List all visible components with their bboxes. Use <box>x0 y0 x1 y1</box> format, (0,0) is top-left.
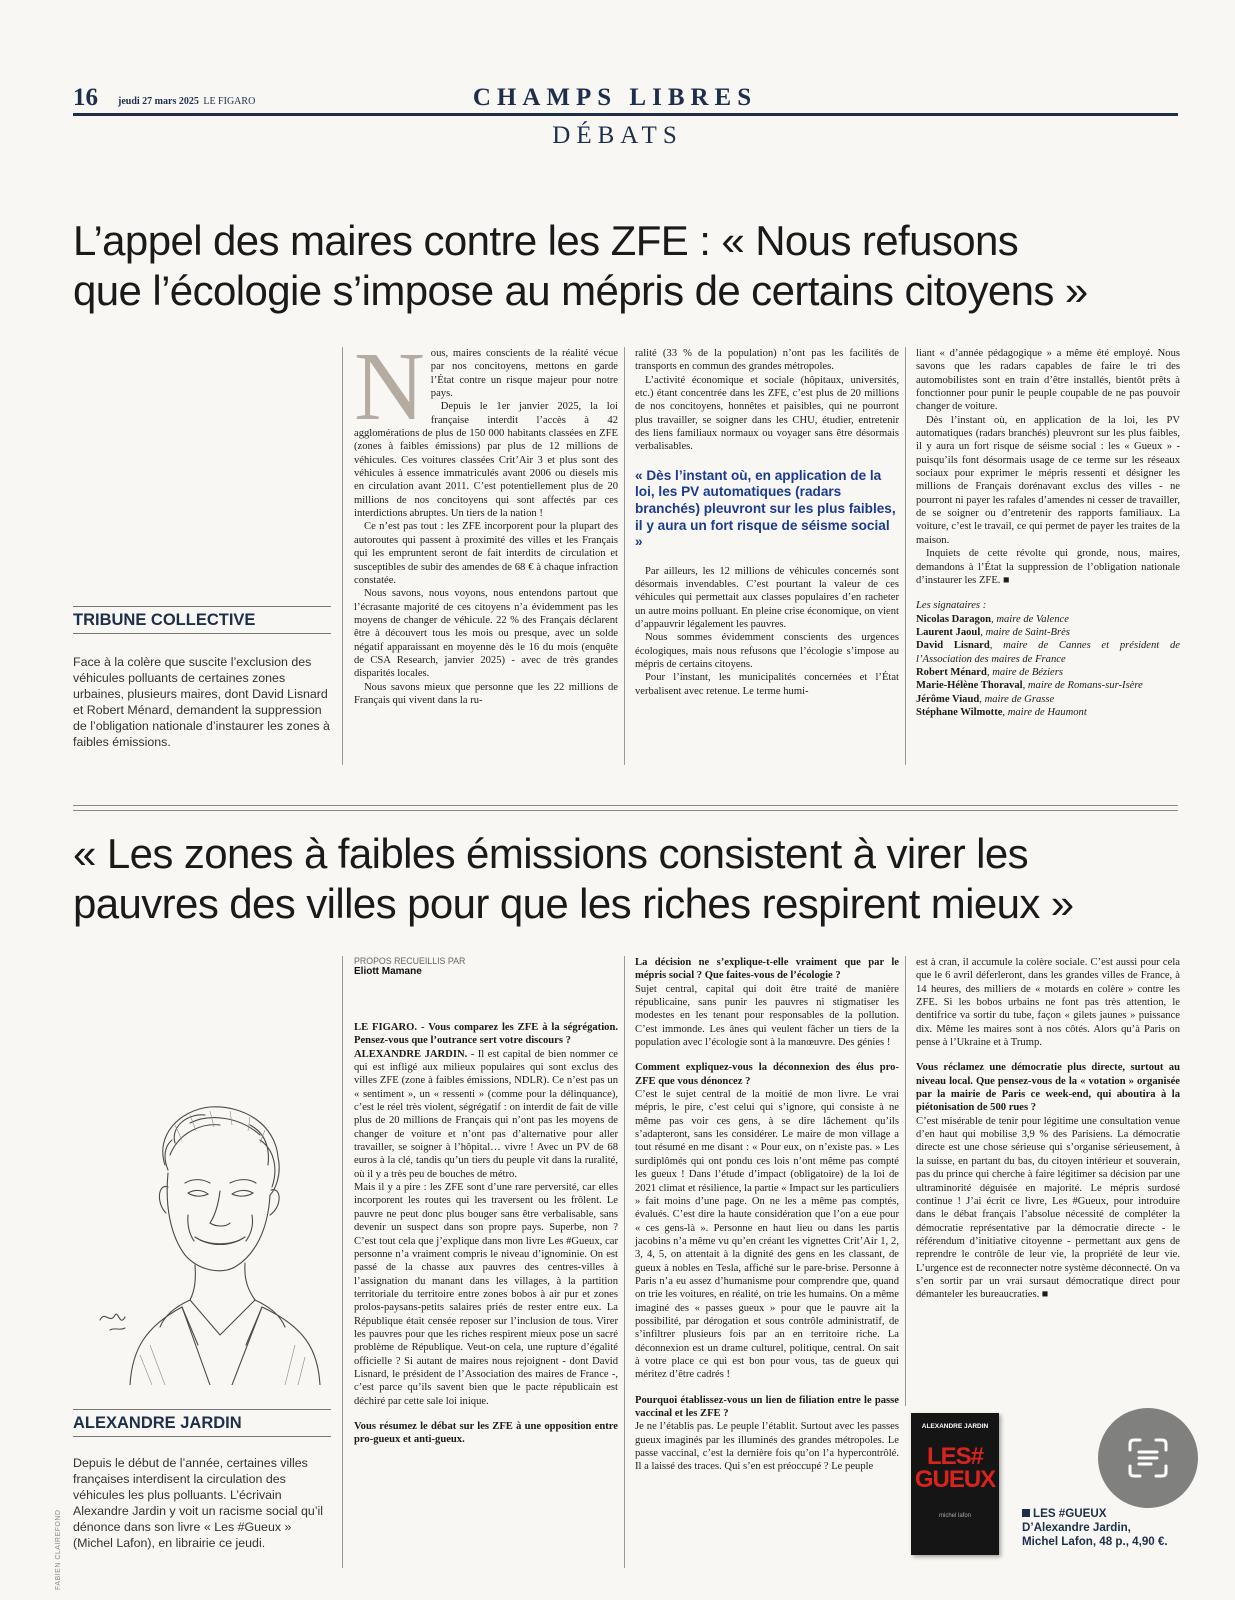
article2-column-2 <box>635 956 899 1474</box>
book-cover-publisher: michel lafon <box>938 1513 971 1519</box>
signatory <box>916 679 1180 692</box>
section-rubric: CHAMPS LIBRES <box>472 84 758 111</box>
signatory-name: Jérôme Viaud <box>916 693 980 705</box>
column-rule <box>905 347 906 765</box>
column-rule <box>905 956 906 1406</box>
article1-paragraph: Nous sommes évidemment conscients des urgences écologiques, mais nous refusons que l’écologie s’impose au mépris de certains citoyens. <box>635 632 899 671</box>
column-rule <box>624 956 625 1568</box>
photo-credit: FABIEN CLAIREFOND <box>55 1509 62 1590</box>
column-rule <box>342 956 343 1568</box>
issue-date-text: jeudi 27 mars 2025 <box>118 96 199 107</box>
article1-intro: Face à la colère que suscite l’exclusion des véhicules polluants de certaines zones urbaines, plusieurs maires, dont David Lisnard et Robert Ménard, demandent la suppression de l’obligation nationale d’instaurer les zones à faibles émissions. <box>73 655 330 749</box>
interview-answer: Sujet central, capital qui doit être traité de manière républicaine, sans punir les pauvres ni stigmatiser les modestes en les tenant pour responsables de la pollution. C’est immonde. Les ânes qui veulent fâcher un tiers de la population avec l’écologie sont à la manœuvre. Des génies ! <box>635 983 899 1049</box>
article1-dropcap: N <box>354 333 425 441</box>
article1-paragraph: Dès l’instant où, en application de la loi, les PV automatiques (radars branchés) pleuvront sur les plus faibles, il y aura un fort risque de séisme social : les « Gueux » - puisqu’ils font désormais usage de ce terme sur les réseaux sociaux pour exprimer le mépris ressenti et désigner les millions de Français dorénavant exclus des villes - ne pourront ni payer les rafales d’amendes ni cesser de travailler, de se soigner ou d’entretenir des rapports familiaux. La voiture, c’est le travail, ce qui permet de payer les traites de la maison. <box>916 414 1180 546</box>
section-subrubric: DÉBATS <box>552 122 683 149</box>
interview-question: La décision ne s’explique-t-elle vraiment que par le mépris social ? Que faites-vous de l’écologie ? <box>635 957 899 982</box>
article2-headline-line1: « Les zones à faibles émissions consistent à virer les <box>73 830 1029 877</box>
article1-headline-line1: L’appel des maires contre les ZFE : « Nous refusons <box>73 217 1019 264</box>
signatory-name: Nicolas Daragon <box>916 613 992 625</box>
bullet-square-icon <box>1022 1509 1030 1517</box>
column-rule <box>342 347 343 765</box>
interview-answer: Je ne l’établis pas. Le peuple l’établit. Surtout avec les passes gueux imaginés par les illuminés des grandes métropoles. Le passe vaccinal, c’est la dernière fois qu’on l’a hypercontrôlé. Il a laissé des traces. Qui s’en est préoccupé ? Le peuple <box>635 1421 899 1473</box>
article1-paragraph: Inquiets de cette révolte qui gronde, nous, maires, demandons à l’État la suppression de l’obligation nationale d’instaurer les ZFE. ■ <box>916 548 1180 586</box>
article1-headline-line2: que l’écologie s’impose au mépris de certains citoyens » <box>73 267 1088 314</box>
scan-text-button[interactable] <box>1098 1408 1198 1508</box>
signatory <box>916 626 1180 639</box>
interview-question: Vous réclamez une démocratie plus directe, surtout au niveau local. Que pensez-vous de la « votation » organisée par la mairie de Paris ce week-end, qui aboutira à la piétonisation de 500 rues ? <box>916 1062 1180 1114</box>
interview-credit-label: PROPOS RECUEILLIS PAR <box>354 956 466 966</box>
signatory <box>916 613 1180 626</box>
article1-paragraph: Nous savons, nous voyons, nous entendons partout que l’écrasante majorité de ces citoyens n’a évidemment pas les moyens de changer de véhicule. 22 % des Français déclarent être à découvert tous les mois ou presque, avec un solde négatif apparaissant en moyenne dès le 16 du mois (enquête de CSA Research, janvier 2025) - avec de très grandes disparités locales. <box>354 588 618 680</box>
article2-label: ALEXANDRE JARDIN <box>73 1409 331 1437</box>
article1-column-1 <box>354 333 618 707</box>
interview-answer <box>354 1048 618 1181</box>
signatory-name: Stéphane Wilmotte <box>916 706 1003 718</box>
interview-answer: C’est le sujet central de la moitié de mon livre. Le vrai mépris, le pire, c’est celui qui s’ignore, qui consiste à ne même pas voir ces gens, à se dire lâchement qu’ils s’adapteront, sans les considérer. Le maire de mon village a tout résumé en me disant : « Pour eux, on n’existe pas. » Les surdiplômés qui ont pondu ces lois n’ont même pas compté les gueux ! Dans l’étude d’impact (obligatoire) de la loi de 2021 climat et résilience, la partie « Impact sur les particuliers » fait moins d’une page. On ne les a même pas comptés, évalués. C’est dire la haute considération que l’on a eue pour « ces gens-là ». Personne en haut lieu ou dans les partis jacobins n’a même vu qu’en créant les vignettes Crit’Air 1, 2, 3, 4, 5, on attentait à la dignité des gens en les classant, de gueux à nobles en Tesla, affiché sur le pare-brise. Personne à Paris n’a eu assez d’humanisme pour comprendre que, quand on trie les voitures, en réalité, on trie les humains. On a même imaginé des « passes gueux » pour que le pauvre ait la possibilité, par dérogation et sous contrôle administratif, de s’infiltrer plusieurs fois par an en territoire riche. La déconnexion est un drame culturel, politique, central. On sait à votre place ce qui est bon pour vous, tas de gueux qui méritez d’être cadrés ! <box>635 1089 899 1381</box>
signatory-role: , maire de Haumont <box>1002 706 1087 718</box>
article1-paragraph: Ce n’est pas tout : les ZFE incorporent pour la plupart des autoroutes qui passent à proximité des villes et les Français qui les empruntent seront de fait interdits de circulation et susceptibles de subir des amendes de 68 € à chaque infraction constatée. <box>354 521 618 586</box>
signatory-name: Marie-Hélène Thoraval <box>916 680 1023 692</box>
article1-paragraph: Nous savons mieux que personne que les 22 millions de Français qui vivent dans la ru- <box>354 681 618 706</box>
book-cover-title <box>911 1445 999 1491</box>
interview-answer: C’est misérable de tenir pour légitime une consultation venue d’en haut qui mobilise 3,9 % des Parisiens. La démocratie directe est une chose sérieuse qui s’organise sérieusement, à la suisse, en partant du bas, du citoyen intérieur et souverain, pas du prince qui cherche à faire légitimer sa décision par une ultraminorité déguisée en majorité. Le mépris surdosé continue ! J’ai écrit ce livre, Les #Gueux, pour introduire dans le débat français l’absolue nécessité de compléter la démocratie représentative par la démocratie directe - le référendum d’initiative citoyenne - permettant aux gens de reprendre le contrôle de leur vie, la propriété de leur vie. L’urgence est de reconnecter notre système déconnecté. On va s’en sortir par un vrai sursaut démocratique direct pour démanteler les bureaucraties. ■ <box>916 1115 1180 1301</box>
signatory <box>916 666 1180 679</box>
interview-answer: Mais il y a pire : les ZFE sont d’une rare perversité, car elles incorporent les routes qui les traversent ou les frôlent. Le pauvre ne peut donc plus bouger sans être verbalisable, sans devenir un suspect dans son propre pays. Superbe, non ? C’est tout cela que j’explique dans mon livre Les #Gueux, car personne n’a vraiment compris le niveau d’ignominie. On est passé de la chasse aux pauvres des centres-villes à l’assignation du manant dans les villages, à la partition territoriale du territoire entre zones bobos à air pur et zones prolos-paysans-petits salaires priés de rester entre eux. La République était censée reposer sur l’inclusion de tous. Virer les pauvres pour que les riches respirent mieux pose un sacré problème de République. Veut-on cela, une rupture d’égalité officielle ? Si autant de maires nous rejoignent - dont David Lisnard, le président de l’Association des maires de France -, c’est parce qu’ils savent bien que le pacte républicain est déchiré par cette sale loi inique. <box>354 1182 618 1407</box>
signatory-role: , maire de Romans-sur-Isère <box>1022 680 1143 692</box>
article1-paragraph: Depuis le 1er janvier 2025, la loi française interdit l’accès à 42 agglomérations de plus de 150 000 habitants classées en ZFE (zones à faibles émissions) par plus de 12 millions de véhicules. Ces voitures classées Crit’Air 3 et plus sont des véhicules à essence immatriculés avant 2006 ou diesels mis en circulation avant 2011. C’est potentiellement plus de 20 millions de nos concitoyens qui sont affectés par ces interdictions abruptes. Un tiers de la nation ! <box>354 401 618 520</box>
article1-paragraph: Pour l’instant, les municipalités concernées et l’État verbalisent avec retenue. Le terme humi- <box>635 672 899 697</box>
article2-column-1 <box>354 956 618 1447</box>
book-cover <box>911 1413 999 1555</box>
interview-question: Comment expliquez-vous la déconnexion des élus pro-ZFE que vous dénoncez ? <box>635 1062 899 1087</box>
book-caption <box>1022 1507 1182 1549</box>
interview-credit-name: Eliott Mamane <box>354 966 422 977</box>
signatory-role: , maire de Béziers <box>986 666 1064 678</box>
signatory-role: , maire de Valence <box>991 613 1069 625</box>
article2-headline-line2: pauvres des villes pour que les riches respirent mieux » <box>73 880 1074 927</box>
signatory <box>916 693 1180 706</box>
article1-headline <box>73 216 1183 316</box>
issue-date <box>118 96 255 107</box>
signatory-name: Robert Ménard <box>916 666 987 678</box>
signatory <box>916 639 1180 666</box>
article1-column-2 <box>635 347 899 698</box>
article1-paragraph: ralité (33 % de la population) n’ont pas les facilités de transports en commun des grandes métropoles. <box>635 348 899 373</box>
article1-paragraph: Par ailleurs, les 12 millions de véhicules concernés sont désormais invendables. C’est pourtant la valeur de ces véhicules qui permettait aux classes populaires d’en racheter un autre moins polluant. En pleine crise économique, on vient d’appauvrir légalement les pauvres. <box>635 565 899 631</box>
interview-question: Pourquoi établissez-vous un lien de filiation entre le passe vaccinal et les ZFE ? <box>635 1394 899 1419</box>
book-cover-title-line2: GUEUX <box>914 1466 996 1493</box>
article1-paragraph: ous, maires conscients de la réalité vécue par nos concitoyens, mettons en garde l’État contre un risque majeur pour notre pays. <box>430 348 618 400</box>
book-cover-author: ALEXANDRE JARDIN <box>921 1423 989 1430</box>
article2-intro: Depuis le début de l’année, certaines villes françaises interdisent la circulation des véhicules les plus polluants. L’écrivain Alexandre Jardin y voit un racisme social qu’il dénonce dans son livre « Les #Gueux » (Michel Lafon), en librairie ce jeudi. <box>73 1456 323 1550</box>
interview-answer: est à cran, il accumule la colère sociale. C’est aussi pour cela que le 6 avril déferleront, dans les grandes villes de France, à 14 heures, des milliers de « motards en colère » contre les ZFE. Si les bobos urbains ne font pas très attention, le dentifrice va sortir du tube, façon « gilets jaunes » puissance dix. Même les maires sont à nos côtés. Alors qu’à Paris on pense à l’Ukraine et à Trump. <box>916 957 1180 1049</box>
column-rule <box>624 347 625 765</box>
book-caption-author: D’Alexandre Jardin, <box>1022 1521 1131 1534</box>
page-number: 16 <box>73 84 98 111</box>
signatory-role: , maire de Grasse <box>979 693 1055 705</box>
article1-paragraph: liant « d’année pédagogique » a même été employé. Nous savons que les radars capables de faire le tri des automobilistes sont en train d’être installés, bientôt prêts à fonctionner pour punir le peuple coupable de ne pas pouvoir changer de voiture. <box>916 348 1180 413</box>
book-caption-title: LES #GUEUX <box>1033 1507 1107 1520</box>
portrait-illustration <box>70 1095 338 1385</box>
article1-label: TRIBUNE COLLECTIVE <box>73 606 331 634</box>
article2-headline <box>73 829 1183 929</box>
article1-paragraph: L’activité économique et sociale (hôpitaux, universités, etc.) étant concentrée dans les ZFE, c’est plus de 20 millions de nos concitoyens, honnêtes et paisibles, qui ne pourront plus travailler, se soigner dans les CHU, étudier, entretenir des liens familiaux normaux ou voyager sans être désormais verbalisables. <box>635 374 899 453</box>
interview-question: LE FIGARO. - Vous comparez les ZFE à la ségrégation. Pensez-vous que l’outrance sert votre discours ? <box>354 1022 618 1047</box>
book-caption-details: Michel Lafon, 48 p., 4,90 €. <box>1022 1535 1168 1548</box>
article1-column-3 <box>916 347 1180 719</box>
signatory-name: David Lisnard <box>916 640 990 652</box>
signatory <box>916 706 1180 719</box>
signatories-heading: Les signataires : <box>916 600 987 612</box>
interview-speaker: ALEXANDRE JARDIN. <box>354 1048 468 1060</box>
signatory-name: Laurent Jaoul <box>916 626 981 638</box>
signatory-role: , maire de Cannes et président de l’Association des maires de France <box>916 640 1180 665</box>
section-divider <box>73 805 1178 811</box>
header-rule <box>73 113 1178 116</box>
newspaper-name: LE FIGARO <box>203 96 256 107</box>
article1-pull-quote: « Dès l’instant où, en application de la loi, les PV automatiques (radars branchés) pleuvront sur les plus faibles, il y aura un fort risque de séisme social » <box>635 467 896 550</box>
interview-answer-text: - Il est capital de bien nommer ce qui est infligé aux milieux populaires qui sont exclus des villes ZFE (zone à faibles émissions, NDLR). Ce n’est pas un « sentiment », un « ressenti » (comme pour la délinquance), c’est le réel très violent, ségrégatif : on interdit de fait de ville plus de 20 millions de Français qui n’ont pas les moyens de changer de voiture et n’ont pas d’alternative pour aller travailler, se soigner à l’hôpital… vivre ! Avec un PV de 68 euros à la clé, tandis qu’un tiers du peuple vit dans la ruralité, où il y a très peu de bouches de métro. <box>354 1048 618 1180</box>
book-cover-title-line1: LES# <box>926 1443 984 1470</box>
interview-question: Vous résumez le débat sur les ZFE à une opposition entre pro-gueux et anti-gueux. <box>354 1420 618 1446</box>
article2-column-3 <box>916 956 1180 1302</box>
scan-text-icon <box>1126 1436 1170 1480</box>
signatory-role: , maire de Saint-Brès <box>980 626 1070 638</box>
